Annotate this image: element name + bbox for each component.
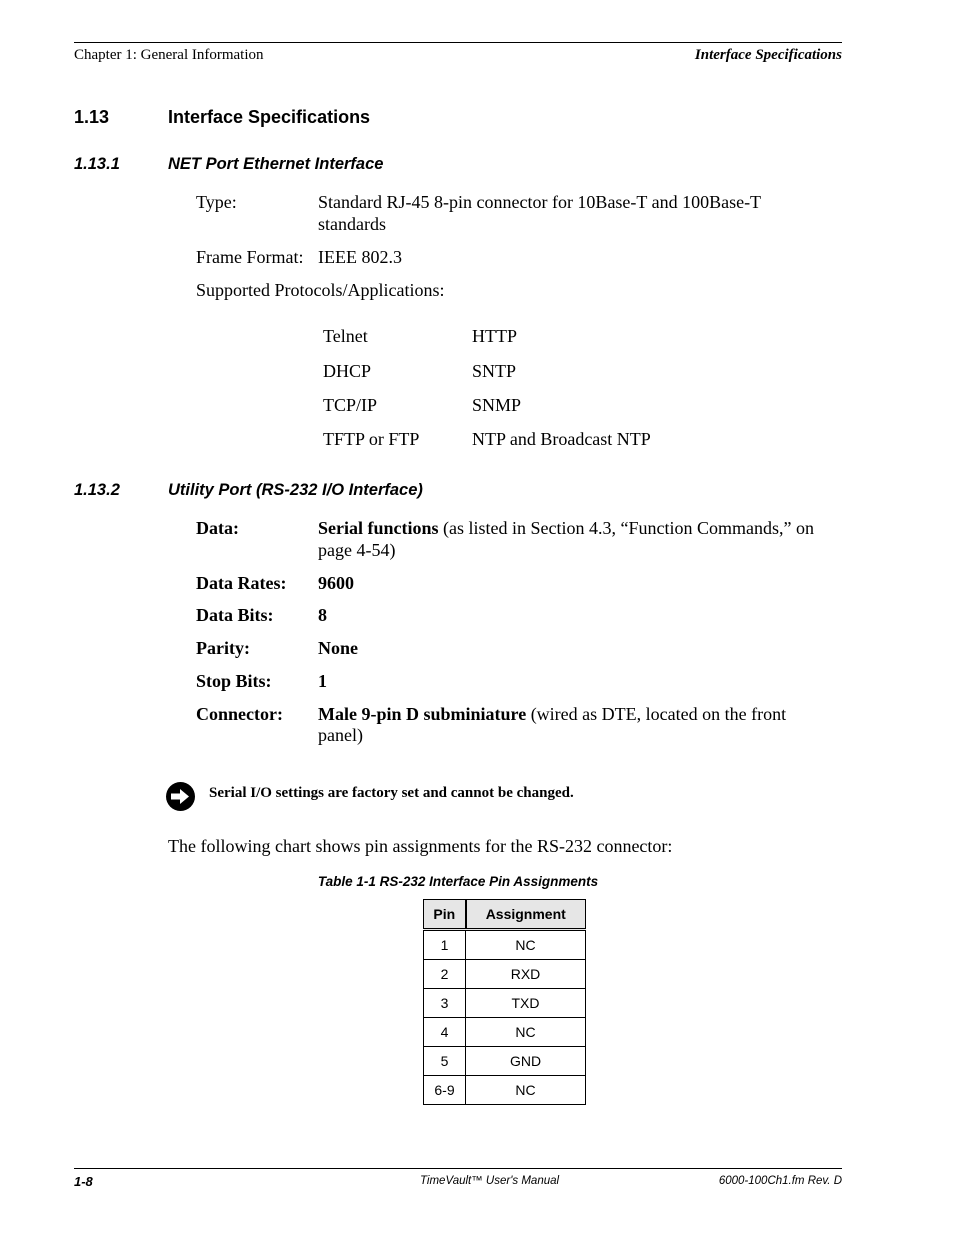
data-label: Data:	[196, 518, 239, 538]
table-row	[424, 1018, 586, 1047]
connector-label: Connector:	[196, 704, 283, 724]
table-caption: Table 1-1 RS-232 Interface Pin Assignments	[317, 874, 599, 889]
protocol-item: SNTP	[472, 361, 517, 381]
arrow-right-circle-icon	[165, 781, 196, 812]
column-header-pin: Pin	[424, 900, 466, 930]
data-value-rest: (as listed in Section 4.3, “Function Commands,” on	[438, 518, 814, 538]
data-value	[318, 517, 814, 539]
protocol-item: TCP/IP	[323, 395, 378, 415]
table-header-row	[424, 900, 586, 930]
pin-cell: 5	[424, 1047, 466, 1076]
table-row	[424, 989, 586, 1018]
table-row	[424, 960, 586, 989]
assignment-cell: NC	[466, 1018, 586, 1047]
protocols-label: Supported Protocols/Applications:	[196, 280, 445, 300]
table-row	[424, 1076, 586, 1105]
protocol-item: NTP and Broadcast NTP	[472, 429, 651, 449]
connector-value-rest: (wired as DTE, located on the front	[526, 704, 787, 724]
assignment-cell: GND	[466, 1047, 586, 1076]
data-bits-value: 8	[318, 605, 327, 625]
pin-cell: 2	[424, 960, 466, 989]
note-text: Serial I/O settings are factory set and cannot be changed.	[209, 785, 574, 801]
protocol-item: TFTP or FTP	[323, 429, 420, 449]
protocol-item: SNMP	[472, 395, 522, 415]
subsection-title-utility: Utility Port (RS-232 I/O Interface)	[168, 481, 423, 499]
protocol-item: HTTP	[472, 326, 517, 346]
assignment-cell: TXD	[466, 989, 586, 1018]
subsection-number-net: 1.13.1	[74, 155, 120, 173]
protocol-item: DHCP	[323, 361, 372, 381]
page-number: 1-8	[74, 1174, 93, 1189]
data-value-bold: Serial functions	[318, 518, 439, 538]
manual-title: TimeVault™ User's Manual	[420, 1175, 560, 1187]
assignment-cell: RXD	[466, 960, 586, 989]
connector-value-bold: Male 9-pin D subminiature	[318, 704, 527, 724]
connector-value-line2: panel)	[318, 725, 363, 745]
document-id: 6000-100Ch1.fm Rev. D	[718, 1175, 842, 1187]
assignment-cell: NC	[466, 1076, 586, 1105]
header-rule	[74, 42, 842, 43]
stop-bits-value: 1	[318, 671, 327, 691]
pin-assignment-table	[423, 899, 586, 1105]
running-header-section: Interface Specifications	[694, 47, 842, 63]
type-value-line1: Standard RJ-45 8-pin connector for 10Base-T and 100Base-T	[318, 192, 762, 212]
table-row	[424, 1047, 586, 1076]
connector-value	[318, 703, 786, 725]
parity-label: Parity:	[196, 638, 250, 658]
assignment-cell: NC	[466, 930, 586, 960]
stop-bits-label: Stop Bits:	[196, 671, 272, 691]
intro-paragraph: The following chart shows pin assignments for the RS-232 connector:	[168, 836, 673, 856]
section-title: Interface Specifications	[168, 107, 371, 127]
pin-cell: 6-9	[424, 1076, 466, 1105]
frame-format-label: Frame Format:	[196, 247, 304, 267]
section-number: 1.13	[74, 107, 110, 127]
parity-value: None	[318, 638, 358, 658]
data-rates-value: 9600	[318, 573, 354, 593]
pin-cell: 3	[424, 989, 466, 1018]
type-label: Type:	[196, 192, 237, 212]
subsection-title-net: NET Port Ethernet Interface	[168, 155, 384, 173]
data-value-line2: page 4-54)	[318, 540, 396, 560]
table-row	[424, 930, 586, 960]
column-header-assignment: Assignment	[466, 900, 586, 930]
protocol-item: Telnet	[323, 326, 368, 346]
pin-cell: 4	[424, 1018, 466, 1047]
footer-rule	[74, 1168, 842, 1169]
running-header-chapter: Chapter 1: General Information	[74, 47, 264, 63]
frame-format-value: IEEE 802.3	[318, 247, 402, 267]
pin-cell: 1	[424, 930, 466, 960]
data-rates-label: Data Rates:	[196, 573, 287, 593]
type-value-line2: standards	[318, 214, 386, 234]
data-bits-label: Data Bits:	[196, 605, 274, 625]
subsection-number-utility: 1.13.2	[74, 481, 120, 499]
